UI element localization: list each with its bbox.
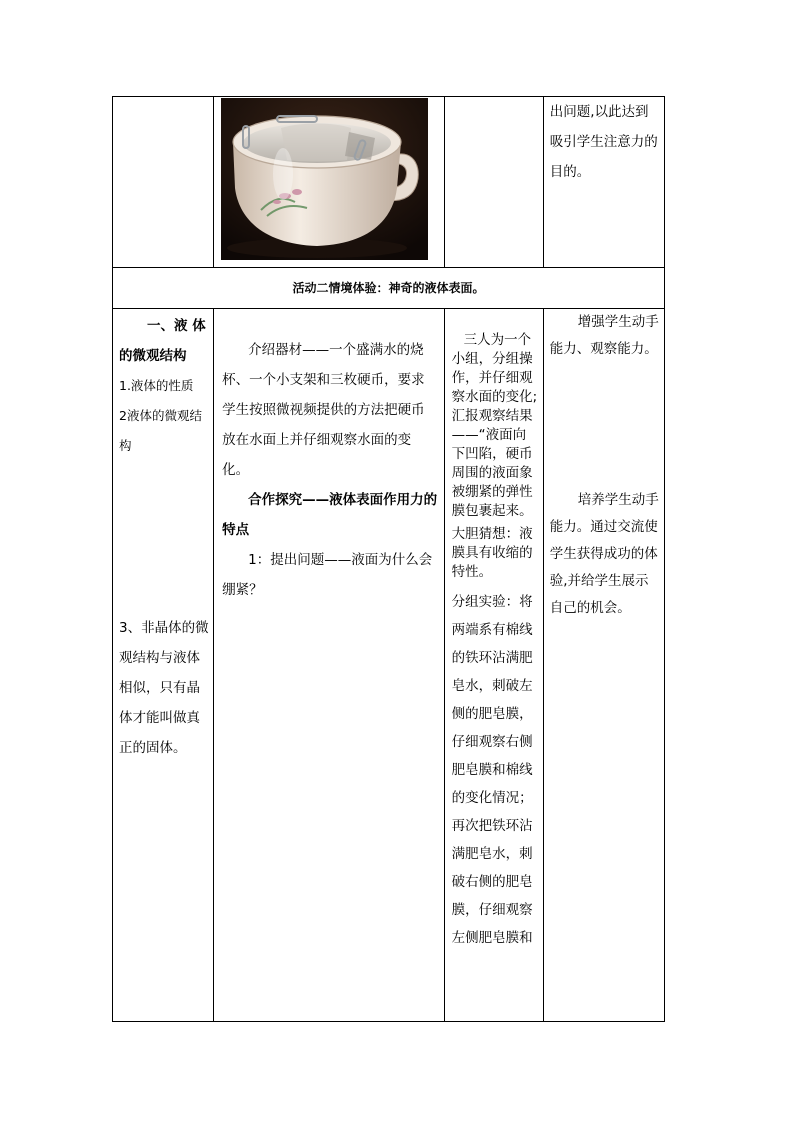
- empty-cell: [444, 97, 543, 268]
- student-block-3: 分组实验：将两端系有棉线的铁环沾满肥皂水，刺破左侧的肥皂膜，仔细观察右侧肥皂膜和棉线的变化情况；再次把铁环沾满肥皂水，刺破右侧的肥皂膜，仔细观察左侧肥皂膜和: [451, 594, 533, 946]
- photo-cell: [214, 97, 444, 268]
- empty-cell: [113, 97, 214, 268]
- cup-photo: [221, 98, 428, 260]
- design-intent-cell: [543, 309, 664, 1022]
- knowledge-title: 一、液 体的微观结构: [119, 318, 206, 364]
- teacher-para-1: 介绍器材——一个盛满水的烧杯、一个小支架和三枚硬币，要求学生按照微视频提供的方法把硬币放在水面上并仔细观察水面的变化。: [222, 342, 425, 478]
- lesson-plan-table: [112, 96, 665, 1022]
- student-block-2: 大胆猜想：液膜具有收缩的特性。: [451, 526, 533, 580]
- table-row: [113, 268, 665, 309]
- teacher-para-2: 合作探究——液体表面作用力的特点: [222, 492, 438, 538]
- section-title: 活动二情境体验：神奇的液体表面。: [292, 281, 485, 295]
- knowledge-item-1: 1.液体的性质: [119, 378, 194, 393]
- section-header-cell: [113, 268, 665, 309]
- teacher-activity-cell: [214, 309, 444, 1022]
- purpose-text: 出问题,以此达到吸引学生注意力的目的。: [549, 104, 658, 180]
- knowledge-cell: [113, 309, 214, 1022]
- knowledge-item-3: 3、非晶体的微观结构与液体相似，只有晶体才能叫做真正的固体。: [119, 620, 209, 756]
- intent-para-1: 增强学生动手能力、观察能力。: [549, 314, 659, 357]
- student-activity-cell: [444, 309, 543, 1022]
- student-block-1: 三人为一个小组，分组操作，并仔细观察水面的变化;汇报观察结果——“液面向下凹陷，硬币周围的液面象被绷紧的弹性膜包裹起来。: [451, 332, 538, 519]
- teacher-para-3: 1：提出问题——液面为什么会绷紧？: [222, 552, 433, 598]
- purpose-cell: [543, 97, 664, 268]
- intent-para-2: 培养学生动手能力。通过交流使学生获得成功的体验,并给学生展示自己的机会。: [549, 492, 659, 616]
- table-row: [113, 97, 665, 268]
- table-row: [113, 309, 665, 1022]
- knowledge-item-2: 2液体的微观结构: [119, 408, 202, 453]
